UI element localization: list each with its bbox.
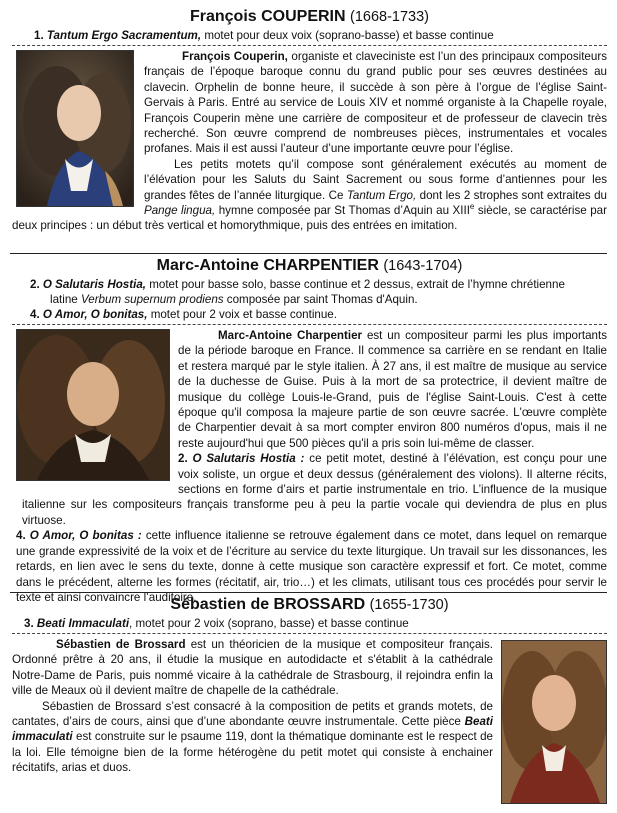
composer-dates: (1643-1704) xyxy=(383,258,463,274)
portrait-couperin xyxy=(16,50,134,207)
section-charpentier xyxy=(12,255,607,605)
section-couperin xyxy=(12,6,607,234)
section-divider xyxy=(10,253,607,254)
motet-line-3: 3. Beati Immaculati, motet pour 2 voix (soprano, basse) et basse continue xyxy=(24,617,409,630)
motet-text-o-amor: 4. O Amor, O bonitas : cette influence italienne se retrouve également dans ce motet, dans lequel on remarque une grande expressivité de la voix et de l’écriture au service du texte liturgique. Un travail sur les dissonances, les retards, en lien avec le sens du texte, donne à cette musique son caractère expressif et fort. Ce motet, comme dans le précédent, alterne les formes (récitatif, air, trio…) et les climats, utilisant tous ces procédés pour servir le texte et ainsi convaincre l’auditoire. xyxy=(16,529,607,604)
motets-text-brossard: Sébastien de Brossard s’est consacré à la composition de petits et grands motets, de cantates, d’airs de cours, ainsi que d’une abondante œuvre instrumentale. Cette pièce Beati immaculati est construite sur le psaume 119, dont la thématique dominante est le respect de la loi. Elle témoigne bien de la forme hétérogène du petit motet qui consiste à enchainer récitatifs, arias et duos. xyxy=(12,699,493,775)
section-brossard xyxy=(12,594,607,806)
motet-line-4: 4. O Amor, O bonitas, motet pour 2 voix et basse continue. xyxy=(30,308,337,321)
composer-name: Marc-Antoine CHARPENTIER xyxy=(156,257,379,274)
bio-brossard: Sébastien de Brossard est un théoricien de la musique et compositeur français. Ordonné prêtre à 20 ans, il étudie la musique en autodidacte et s'établit à la cathédrale Notre-Dame de Paris, puis nommé vicaire à la cathédrale de Strasbourg, il rejoindra enfin la ville de Meaux où il devient maître de chapelle de la cathédrale. xyxy=(12,638,493,698)
composer-name: François COUPERIN xyxy=(189,8,346,25)
bio-charpentier: Marc-Antoine Charpentier est un compositeur parmi les plus importants de la période baroque en France. Il commence sa carrière en se rendant en Italie et restera marqué par le style italien. À 27 ans, il est maître de musique au service de la duchesse de Guise. Puis à la mort de sa protectrice, il devient maître de musique du collège Louis-le-Grand, puis de l'église Saint-Louis. C'est à cette époque qu'il composa la majeure partie de son œuvre sacrée. L'œuvre complète de Charpentier devait à sa mort compter environ 800 numéros d'opus, mais il ne reste aujourd'hui que 500 pièces qu'il a pris soin lui-même de classer. xyxy=(178,329,607,450)
composer-heading-charpentier xyxy=(12,255,607,277)
dashed-rule xyxy=(12,633,607,634)
composer-heading-brossard xyxy=(12,594,607,616)
composer-heading-couperin xyxy=(12,6,607,28)
dashed-rule xyxy=(12,45,607,46)
motet-text-o-salutaris: 2. O Salutaris Hostia : ce petit motet, destiné à l’élévation, est conçu pour une voix soliste, un orgue et deux dessus (généralement des violons). Il alterne récits, sections en forme d’airs et partie instrumentale en trio. L’influence de la musique italienne sur les compositeurs français transforme peu à peu la partie vocale qui deviendra de plus en plus virtuose. xyxy=(22,452,607,527)
motet-line-2: 2. O Salutaris Hostia, motet pour basse solo, basse continue et 2 dessus, extrait de l’hymne chrétienne xyxy=(30,278,565,291)
portrait-brossard xyxy=(501,640,607,804)
composer-name: Sébastien de BROSSARD xyxy=(170,596,366,613)
composer-dates: (1655-1730) xyxy=(369,597,449,613)
portrait-charpentier xyxy=(16,329,170,481)
bio-couperin: François Couperin, organiste et claveciniste est l’un des principaux compositeurs français de l’époque baroque connu du grand public pour ses œuvres destinées au clavecin. Orphelin de bonne heure, il succède à son père à l’orgue de l’église Saint-Gervais à Paris. Entré au service de Louis XIV et nommé organiste à la Chapelle royale, François Couperin mène une carrière de compositeur et de professeur de clavecin très recherché. Son œuvre comprend de nombreuses pièces, instrumentales et vocales profanes. Mais il est aussi l’auteur d’une importante œuvre pour l’église. xyxy=(144,50,607,156)
motets-text-couperin: Les petits motets qu’il compose sont généralement exécutés au moment de l’élévation pour les Saluts du Saint Sacrement ou sous forme d’antiennes pour les grandes fêtes de l’année liturgique. Ce Tantum Ergo, dont les 2 strophes sont extraites du Pange lingua, hymne composée par St Thomas d’Aquin au XIIIe siècle, se caractérise par deux principes : un début très vertical et homorythmique, puis des entrées en imitation. xyxy=(12,157,607,233)
motet-line-1: 1. Tantum Ergo Sacramentum, motet pour deux voix (soprano-basse) et basse continue xyxy=(34,29,494,42)
motet-line-2-cont: latine Verbum supernum prodiens composée par saint Thomas d'Aquin. xyxy=(50,293,418,306)
section-divider xyxy=(10,592,607,593)
composer-dates: (1668-1733) xyxy=(350,9,430,25)
dashed-rule xyxy=(12,324,607,325)
